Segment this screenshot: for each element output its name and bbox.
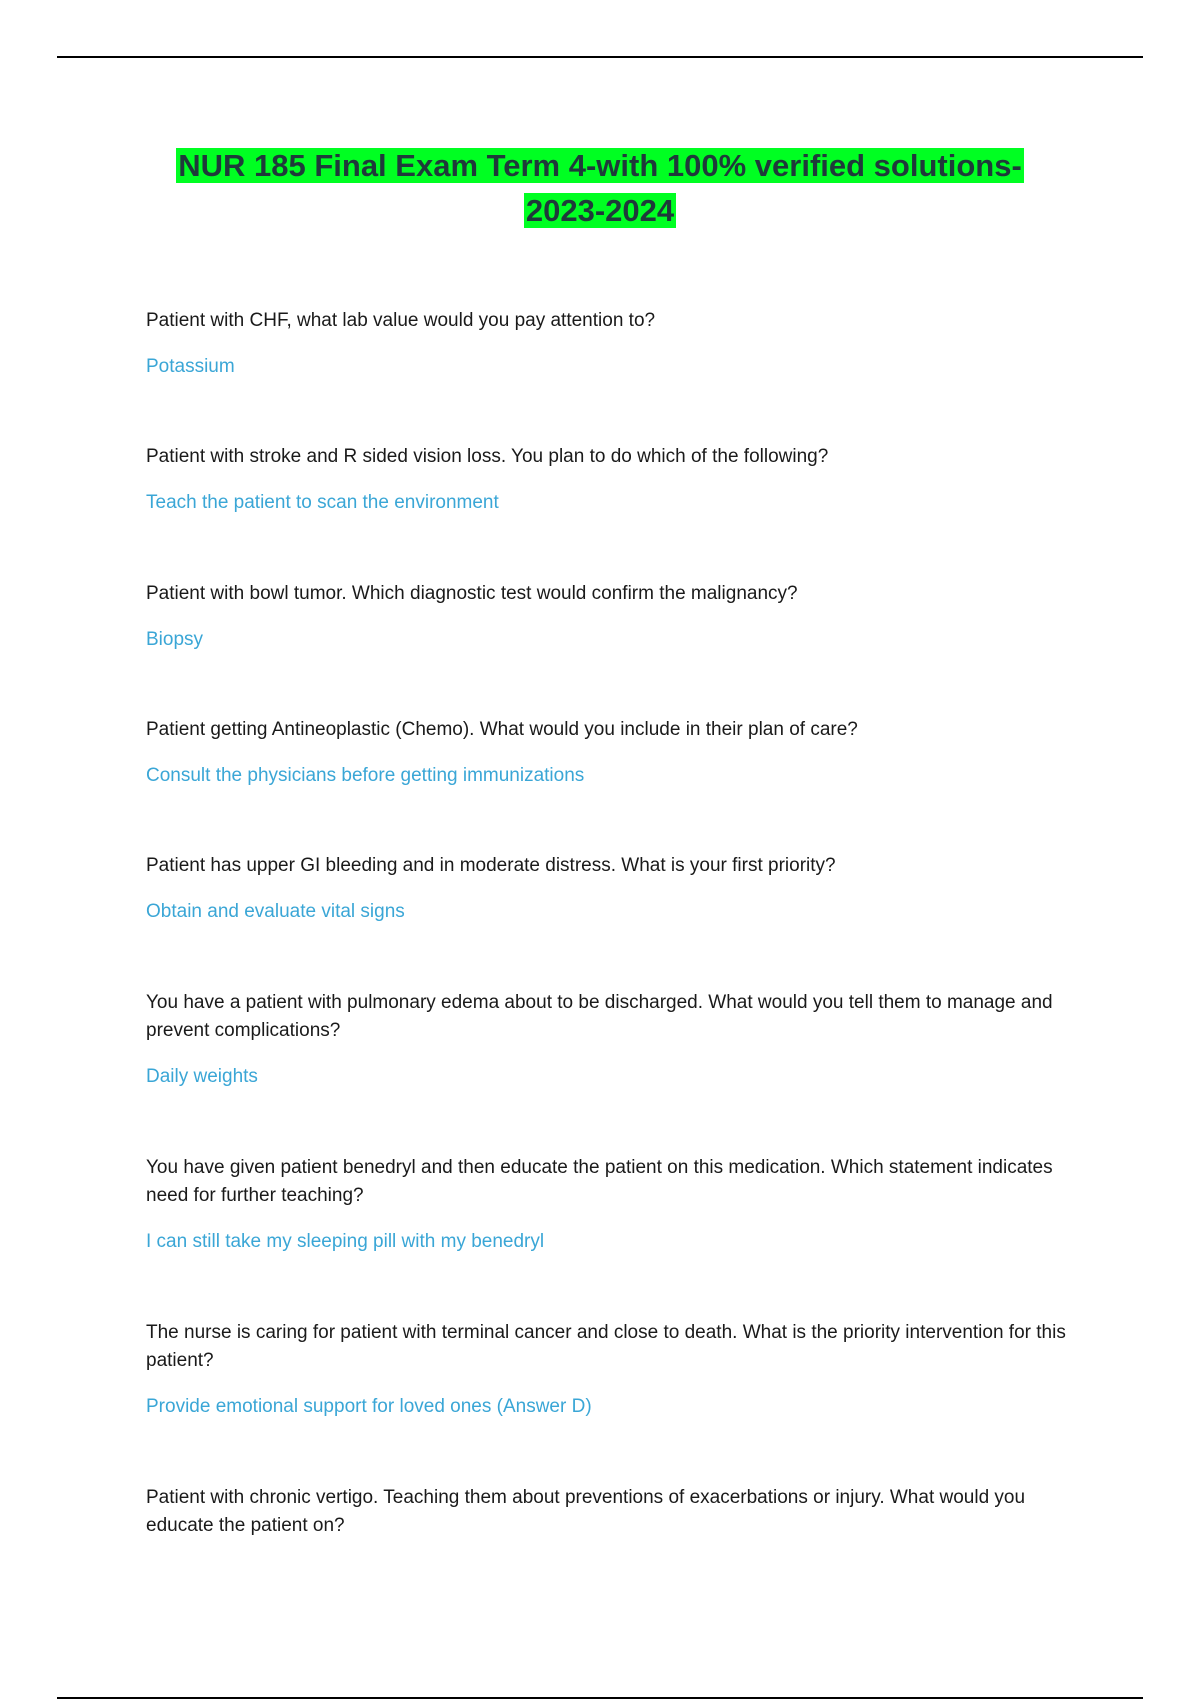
bottom-divider	[57, 1697, 1143, 1699]
top-divider	[57, 56, 1143, 58]
question-text: Patient with bowl tumor. Which diagnostic test would confirm the malignancy?	[146, 583, 798, 604]
question-text: Patient has upper GI bleeding and in moderate distress. What is your first priority?	[146, 855, 836, 876]
answer-text: Obtain and evaluate vital signs	[146, 901, 405, 922]
qa-item	[146, 307, 1066, 381]
question-text: Patient getting Antineoplastic (Chemo). What would you include in their plan of care?	[146, 719, 858, 740]
question-text: The nurse is caring for patient with terminal cancer and close to death. What is the priority intervention for this patient?	[146, 1322, 1066, 1371]
question-text: You have given patient benedryl and then educate the patient on this medication. Which statement indicates need for further teaching?	[146, 1157, 1053, 1206]
answer-text: Teach the patient to scan the environment	[146, 492, 499, 513]
title-block	[140, 143, 1060, 233]
answer-text: Consult the physicians before getting immunizations	[146, 765, 585, 786]
qa-item	[146, 716, 1066, 790]
qa-item	[146, 1484, 1066, 1540]
question-text: Patient with stroke and R sided vision loss. You plan to do which of the following?	[146, 446, 829, 467]
qa-item	[146, 580, 1066, 654]
answer-text: I can still take my sleeping pill with my benedryl	[146, 1231, 545, 1252]
question-text: Patient with CHF, what lab value would you pay attention to?	[146, 310, 656, 331]
answer-text: Biopsy	[146, 629, 204, 650]
qa-item	[146, 443, 1066, 517]
page-title: NUR 185 Final Exam Term 4-with 100% verified solutions-2023-2024	[178, 148, 1022, 228]
question-text: Patient with chronic vertigo. Teaching them about preventions of exacerbations or injury. What would you educate the patient on?	[146, 1487, 1026, 1536]
answer-text: Potassium	[146, 356, 235, 377]
qa-item	[146, 1154, 1066, 1256]
qa-item	[146, 1319, 1066, 1421]
answer-text: Provide emotional support for loved ones (Answer D)	[146, 1396, 592, 1417]
question-text: You have a patient with pulmonary edema about to be discharged. What would you tell them to manage and prevent complications?	[146, 992, 1053, 1041]
answer-text: Daily weights	[146, 1066, 258, 1087]
qa-item	[146, 989, 1066, 1091]
qa-item	[146, 852, 1066, 926]
